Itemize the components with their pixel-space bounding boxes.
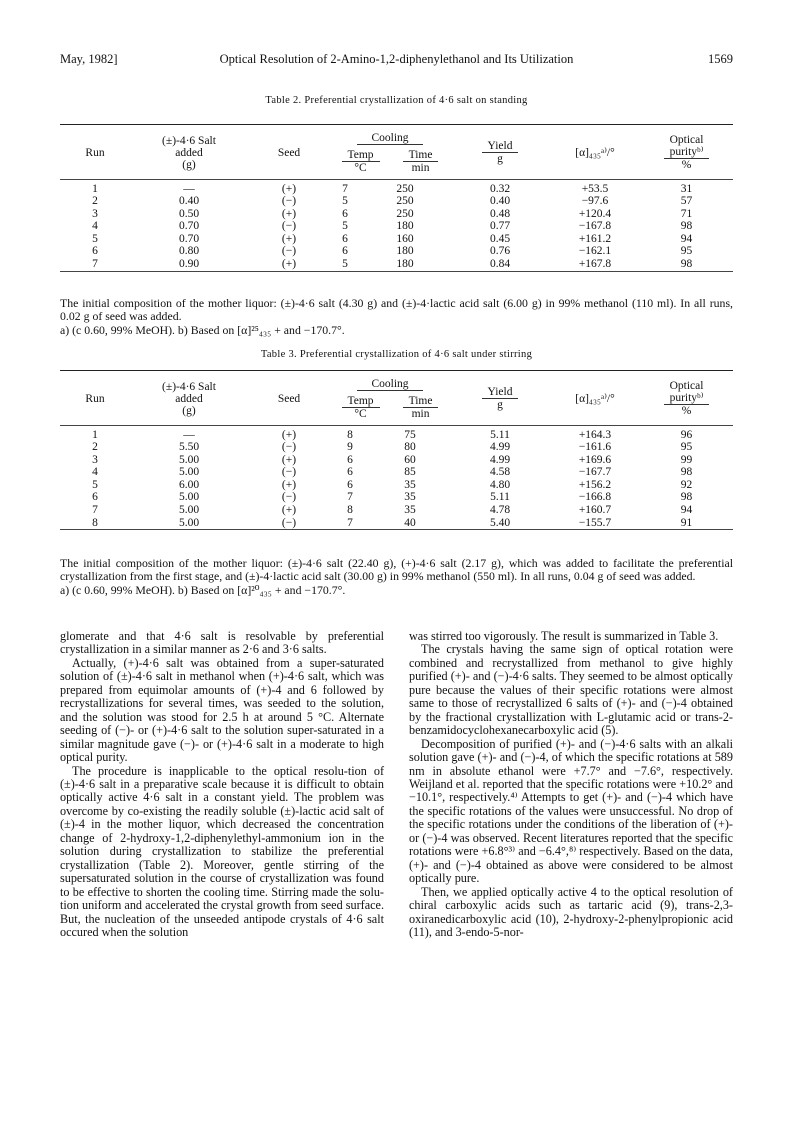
table-row	[60, 233, 733, 246]
table-cell: (+)	[281, 453, 297, 466]
table-cell: 96	[680, 428, 693, 441]
table-cell: 57	[680, 195, 693, 208]
table-cell: 0.40	[489, 195, 511, 208]
table-cell: (+)	[281, 182, 297, 195]
th-salt: (±)-4·6 Salt added (g)	[162, 380, 216, 417]
table-cell: 0.70	[178, 220, 200, 233]
th-seed: Seed	[277, 392, 301, 405]
table-cell: 5.00	[178, 453, 200, 466]
table-cell: 7	[92, 504, 98, 517]
table-cell: 6	[92, 491, 98, 504]
th-salt: (±)-4·6 Salt added (g)	[162, 134, 216, 171]
table-cell: 5.00	[178, 466, 200, 479]
table-cell: 180	[396, 245, 414, 258]
table-cell: (−)	[281, 195, 297, 208]
paragraph: Decomposition of purified (+)- and (−)-4·6 salts with an alkali solution gave (+)- and (−)-4, of which the specific rotations at 589 nm in absolute ethanol were +7.7° and −7.6°, respectively. Weijland et al. reported that the specific rotations were +10.2° and −10.1°, respectively.⁴⁾ Attempts to get (+)- and (−)-4 which have the specific rotations of the values were unsuccessful. No drop of the specific rotations under the conditions of the liberation of (+)- or (−)-4 was observed. Recent literatures reported that the specific rotations were +6.8°³⁾ and −6.4°,⁸⁾ respectively. Based on the data, (+)- and (−)-4 obtained as above were considered to be almost optically pure.	[409, 736, 733, 886]
paragraph: Then, we applied optically active 4 to the optical resolution of chiral carboxylic acids such as tartaric acid (9), trans-2,3-oxiranedicarboxylic acid (10), 2-hydroxy-2-phenylpropionic acid (11), and 3-endo-5-nor-	[409, 884, 733, 939]
table-cell: 6	[347, 453, 353, 466]
table-cell: 60	[404, 453, 416, 466]
table2-caption: Table 2. Preferential crystallization of 4·6 salt on standing	[265, 95, 528, 106]
table-cell: 94	[680, 232, 693, 245]
table-cell: 5.00	[178, 491, 200, 504]
th-seed: Seed	[277, 146, 301, 159]
th-rotation: [α]₄₃₅ᵃ⁾/°	[575, 392, 615, 405]
table-cell: 80	[404, 441, 416, 454]
th-yield: Yield g	[450, 373, 550, 425]
table-cell: 5	[92, 478, 98, 491]
table-cell: (+)	[281, 478, 297, 491]
table-cell: 6	[342, 207, 348, 220]
table-cell: (+)	[281, 232, 297, 245]
table-cell: 4	[92, 466, 98, 479]
table-cell: 75	[404, 428, 416, 441]
table-cell: 9	[347, 441, 353, 454]
page-number: 1569	[708, 52, 733, 66]
table-cell: −155.7	[578, 516, 612, 529]
table-cell: 3	[92, 207, 98, 220]
paragraph: Actually, (+)-4·6 salt was obtained from a super-saturated solution of (±)-4·6 salt in methanol when (+)-4·6 salt, which was prepared from equimolar amounts of (+)-4 and 6 followed by recrystallizations for several times, was seeded to the solution, and the solution was stood for 2.5 h at around 5 °C. Alternate seeding of (−)- or (+)-4·6 salt to the solution super-saturated in a similar magnitude gave (−)- or (+)-4·6 salt in a moderate to high optical purity.	[60, 655, 384, 765]
table-cell: 6.00	[178, 478, 200, 491]
table-cell: 8	[347, 428, 353, 441]
paragraph: The procedure is inapplicable to the optical resolu-tion of (±)-4·6 salt in a preparative scale because it is difficult to obtain optically active 4·6 salt in a constant yield. The problem was overcome by co-existing the readily soluble (±)-lactic acid salt of (±)-4 in the mother liquor, which decreased the concentration change of 2-hydroxy-1,2-diphenylethyl-ammonium ion in the solution during crystallization to stabilize the preferential crystallization (Table 2). Moreover, gentle stirring of the supersaturated solution in the course of crystallization was found to be effective to shorten the cooling time. Stirring made the solu-tion uniform and accelerated the crystal growth from seed surface. But, the nucleation of the unseeded antipode crystals of 4·6 salt occured when the solution	[60, 763, 384, 939]
table-cell: 160	[396, 232, 414, 245]
table-cell: (+)	[281, 207, 297, 220]
table-cell: 8	[92, 516, 98, 529]
table-cell: 6	[342, 232, 348, 245]
table-row	[60, 504, 733, 517]
table-cell: 0.90	[178, 258, 200, 271]
table-cell: 98	[680, 220, 693, 233]
table-cell: (+)	[281, 258, 297, 271]
table3-caption: Table 3. Preferential crystallization of 4·6 salt under stirring	[260, 349, 533, 360]
th-run: Run	[85, 392, 105, 405]
table-cell: 180	[396, 220, 414, 233]
paragraph: glomerate and that 4·6 salt is resolvable by preferential crystallization in a similar manner as 2·6 and 3·6 salts.	[60, 629, 384, 657]
table-cell: 5.40	[489, 516, 511, 529]
table-cell: 7	[342, 182, 348, 195]
th-rotation: [α]₄₃₅ᵃ⁾/°	[575, 146, 615, 159]
table-cell: 0.84	[489, 258, 511, 271]
table3	[60, 370, 733, 530]
table-cell: 3	[92, 453, 98, 466]
table-cell: 1	[92, 428, 98, 441]
table-cell: 92	[680, 478, 693, 491]
table-cell: 5	[342, 258, 348, 271]
table-cell: 4	[92, 220, 98, 233]
table-cell: —	[183, 428, 195, 441]
table-cell: 4.80	[489, 478, 511, 491]
table-cell: 99	[680, 453, 693, 466]
header-date: May, 1982]	[60, 52, 118, 66]
table-cell: (−)	[281, 491, 297, 504]
table-cell: +120.4	[578, 207, 612, 220]
table-cell: −97.6	[581, 195, 609, 208]
table-cell: (−)	[281, 441, 297, 454]
table-cell: 85	[404, 466, 416, 479]
table-cell: 0.40	[178, 195, 200, 208]
table-cell: —	[183, 182, 195, 195]
table-cell: −162.1	[578, 245, 612, 258]
table-row	[60, 258, 733, 271]
table3-note-1: The initial composition of the mother liquor: (±)-4·6 salt (22.40 g), (+)-4·6 salt (2.17 g), which was added to facilitate the preferential crystallization from the first stage, and (±)-4·lactic acid salt (30.00 g) in 99% methanol (550 ml). In all runs, 0.04 g of seed was added.	[60, 556, 733, 584]
table-cell: 180	[396, 258, 414, 271]
table-row	[60, 491, 733, 504]
table3-notes	[60, 557, 733, 597]
table-cell: (+)	[281, 504, 297, 517]
table-cell: 5.11	[490, 428, 510, 441]
th-run: Run	[85, 146, 105, 159]
table-row	[60, 208, 733, 221]
table-row	[60, 479, 733, 492]
left-column	[60, 630, 384, 939]
table-row	[60, 429, 733, 442]
table-cell: −161.6	[578, 441, 612, 454]
table-cell: 6	[347, 478, 353, 491]
th-cooling: Cooling Temp °C Time min	[330, 373, 450, 425]
table2-notes	[60, 297, 733, 337]
table-cell: 250	[396, 182, 414, 195]
table-cell: 35	[404, 491, 416, 504]
table-cell: +161.2	[578, 232, 612, 245]
right-column	[409, 630, 733, 939]
table-row	[60, 466, 733, 479]
table-cell: 95	[680, 245, 693, 258]
paragraph: The crystals having the same sign of optical rotation were combined and recrystallized from methanol to give highly purified (+)- and (−)-4·6 salts. They seemed to be almost optically pure because the values of their specific rotations were almost same to those of recrystallized 6 salts of (+)- and (−)-4 obtained by the fractional crystallization with L-glutamic acid or trans-2-benzamidocyclohexanecarboxylic acid (5).	[409, 642, 733, 738]
table3-body	[60, 429, 733, 530]
table-cell: 0.77	[489, 220, 511, 233]
table-cell: +160.7	[578, 504, 612, 517]
table-cell: 94	[680, 504, 693, 517]
table-row	[60, 220, 733, 233]
table-cell: 4.78	[489, 504, 511, 517]
table-cell: 4.99	[489, 453, 511, 466]
header-title: Optical Resolution of 2-Amino-1,2-diphenylethanol and Its Utilization	[219, 52, 574, 66]
th-optical-purity: Optical purityᵇ⁾ %	[640, 127, 733, 179]
table-cell: (+)	[281, 428, 297, 441]
table-cell: 91	[680, 516, 693, 529]
table-cell: 4.58	[489, 466, 511, 479]
table-cell: 35	[404, 504, 416, 517]
table-cell: 5.11	[490, 491, 510, 504]
table-cell: −166.8	[578, 491, 612, 504]
table-cell: 5.00	[178, 504, 200, 517]
table-cell: −167.7	[578, 466, 612, 479]
table-cell: +156.2	[578, 478, 612, 491]
table-row	[60, 454, 733, 467]
table-cell: 7	[347, 491, 353, 504]
table-cell: 7	[92, 258, 98, 271]
table-cell: 6	[342, 245, 348, 258]
table-cell: 31	[680, 182, 693, 195]
table2-note-2: a) (c 0.60, 99% MeOH). b) Based on [α]²⁵₄₃₅ + and −170.7°.	[60, 322, 345, 337]
paragraph: was stirred too vigorously. The result is summarized in Table 3.	[409, 629, 719, 643]
table-cell: 1	[92, 182, 98, 195]
table-cell: 0.70	[178, 232, 200, 245]
table-cell: 6	[347, 466, 353, 479]
table-cell: 0.76	[489, 245, 511, 258]
table-row	[60, 183, 733, 196]
table-cell: 0.48	[489, 207, 511, 220]
table-cell: (−)	[281, 245, 297, 258]
table-cell: 5	[342, 220, 348, 233]
table-cell: 0.80	[178, 245, 200, 258]
table-cell: 5	[92, 232, 98, 245]
table-cell: (−)	[281, 220, 297, 233]
table-cell: 5.50	[178, 441, 200, 454]
table-cell: 71	[680, 207, 693, 220]
table3-note-2: a) (c 0.60, 99% MeOH). b) Based on [α]²⁰₄₃₅ + and −170.7°.	[60, 582, 346, 597]
table-cell: 5	[342, 195, 348, 208]
table-row	[60, 517, 733, 530]
table-cell: 95	[680, 441, 693, 454]
table-cell: +164.3	[578, 428, 612, 441]
table-row	[60, 441, 733, 454]
table-cell: 98	[680, 491, 693, 504]
table-cell: 8	[347, 504, 353, 517]
table-row	[60, 195, 733, 208]
table-cell: 40	[404, 516, 416, 529]
th-cooling: Cooling Temp °C Time min	[330, 127, 450, 179]
table-cell: 2	[92, 441, 98, 454]
table-cell: 250	[396, 195, 414, 208]
table-cell: 250	[396, 207, 414, 220]
table-cell: 4.99	[489, 441, 511, 454]
table-cell: 7	[347, 516, 353, 529]
table-row	[60, 245, 733, 258]
table-cell: 5.00	[178, 516, 200, 529]
table-cell: 35	[404, 478, 416, 491]
table-cell: 6	[92, 245, 98, 258]
table-cell: +167.8	[578, 258, 612, 271]
th-optical-purity: Optical purityᵇ⁾ %	[640, 373, 733, 425]
table2	[60, 124, 733, 272]
table-cell: +53.5	[581, 182, 609, 195]
table-cell: 98	[680, 258, 693, 271]
table-cell: 2	[92, 195, 98, 208]
th-yield: Yield g	[450, 127, 550, 179]
table2-note-1: The initial composition of the mother liquor: (±)-4·6 salt (4.30 g) and (±)-4·lactic acid salt (6.00 g) in 99% methanol (110 ml). In all runs, 0.02 g of seed was added.	[60, 296, 733, 324]
table-cell: −167.8	[578, 220, 612, 233]
table-cell: (−)	[281, 466, 297, 479]
table-cell: 0.32	[489, 182, 511, 195]
table2-body	[60, 183, 733, 272]
table-cell: 98	[680, 466, 693, 479]
table-cell: 0.45	[489, 232, 511, 245]
table-cell: +169.6	[578, 453, 612, 466]
table-cell: (−)	[281, 516, 297, 529]
table-cell: 0.50	[178, 207, 200, 220]
